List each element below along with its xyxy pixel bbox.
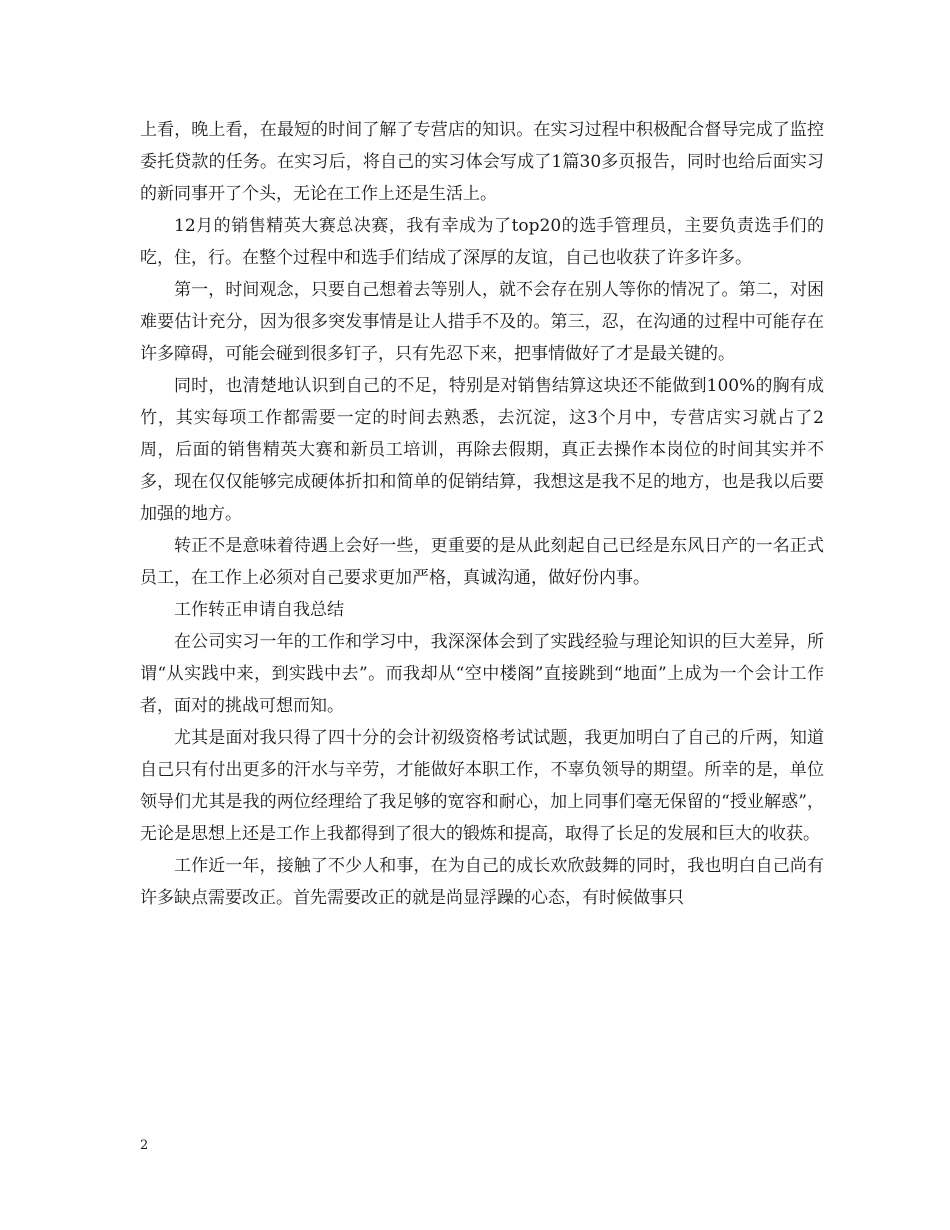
paragraph-sales-contest: 12月的销售精英大赛总决赛，我有幸成为了top20的选手管理员，主要负责选手们的吃，住，行。在整个过程中和选手们结成了深厚的友谊，自己也收获了许多许多。 (140, 216, 824, 268)
paragraph-internship: 在公司实习一年的工作和学习中，我深深体会到了实践经验与理论知识的巨大差异，所谓“从实践中来，到实践中去”。而我却从“空中楼阁”直接跳到“地面”上成为一个会计工作者，面对的挑战可想而知。 (140, 632, 824, 716)
paragraph-reflection: 工作近一年，接触了不少人和事，在为自己的成长欢欣鼓舞的同时，我也明白自己尚有许多缺点需要改正。首先需要改正的就是尚显浮躁的心态，有时候做事只 (140, 856, 824, 908)
paragraph-regularization: 转正不是意味着待遇上会好一些，更重要的是从此刻起自己已经是东风日产的一名正式员工，在工作上必须对自己要求更加严格，真诚沟通，做好份内事。 (140, 536, 824, 588)
paragraph-shortcomings: 同时，也清楚地认识到自己的不足，特别是对销售结算这块还不能做到100%的胸有成竹，其实每项工作都需要一定的时间去熟悉，去沉淀，这3个月中，专营店实习就占了2周，后面的销售精英大赛和新员工培训，再除去假期，真正去操作本岗位的时间其实并不多，现在仅仅能够完成硬体折扣和简单的促销结算，我想这是我不足的地方，也是我以后要加强的地方。 (140, 376, 824, 524)
page-number: 2 (140, 1138, 149, 1153)
paragraph-exam: 尤其是面对我只得了四十分的会计初级资格考试试题，我更加明白了自己的斤两，知道自己只有付出更多的汗水与辛劳，才能做好本职工作，不辜负领导的期望。所幸的是，单位领导们尤其是我的两位经理给了我足够的宽容和耐心，加上同事们毫无保留的“授业解惑”，无论是思想上还是工作上我都得到了很大的锻炼和提高，取得了长足的发展和巨大的收获。 (140, 728, 824, 844)
paragraph-lessons: 第一，时间观念，只要自己想着去等别人，就不会存在别人等你的情况了。第二，对困难要估计充分，因为很多突发事情是让人措手不及的。第三，忍，在沟通的过程中可能存在许多障碍，可能会碰到很多钉子，只有先忍下来，把事情做好了才是最关键的。 (140, 280, 824, 364)
document-body (140, 114, 824, 914)
section-heading: 工作转正申请自我总结 (174, 600, 344, 620)
paragraph-continuation: 上看，晚上看，在最短的时间了解了专营店的知识。在实习过程中积极配合督导完成了监控委托贷款的任务。在实习后，将自己的实习体会写成了1篇30多页报告，同时也给后面实习的新同事开了个头，无论在工作上还是生活上。 (140, 120, 824, 204)
